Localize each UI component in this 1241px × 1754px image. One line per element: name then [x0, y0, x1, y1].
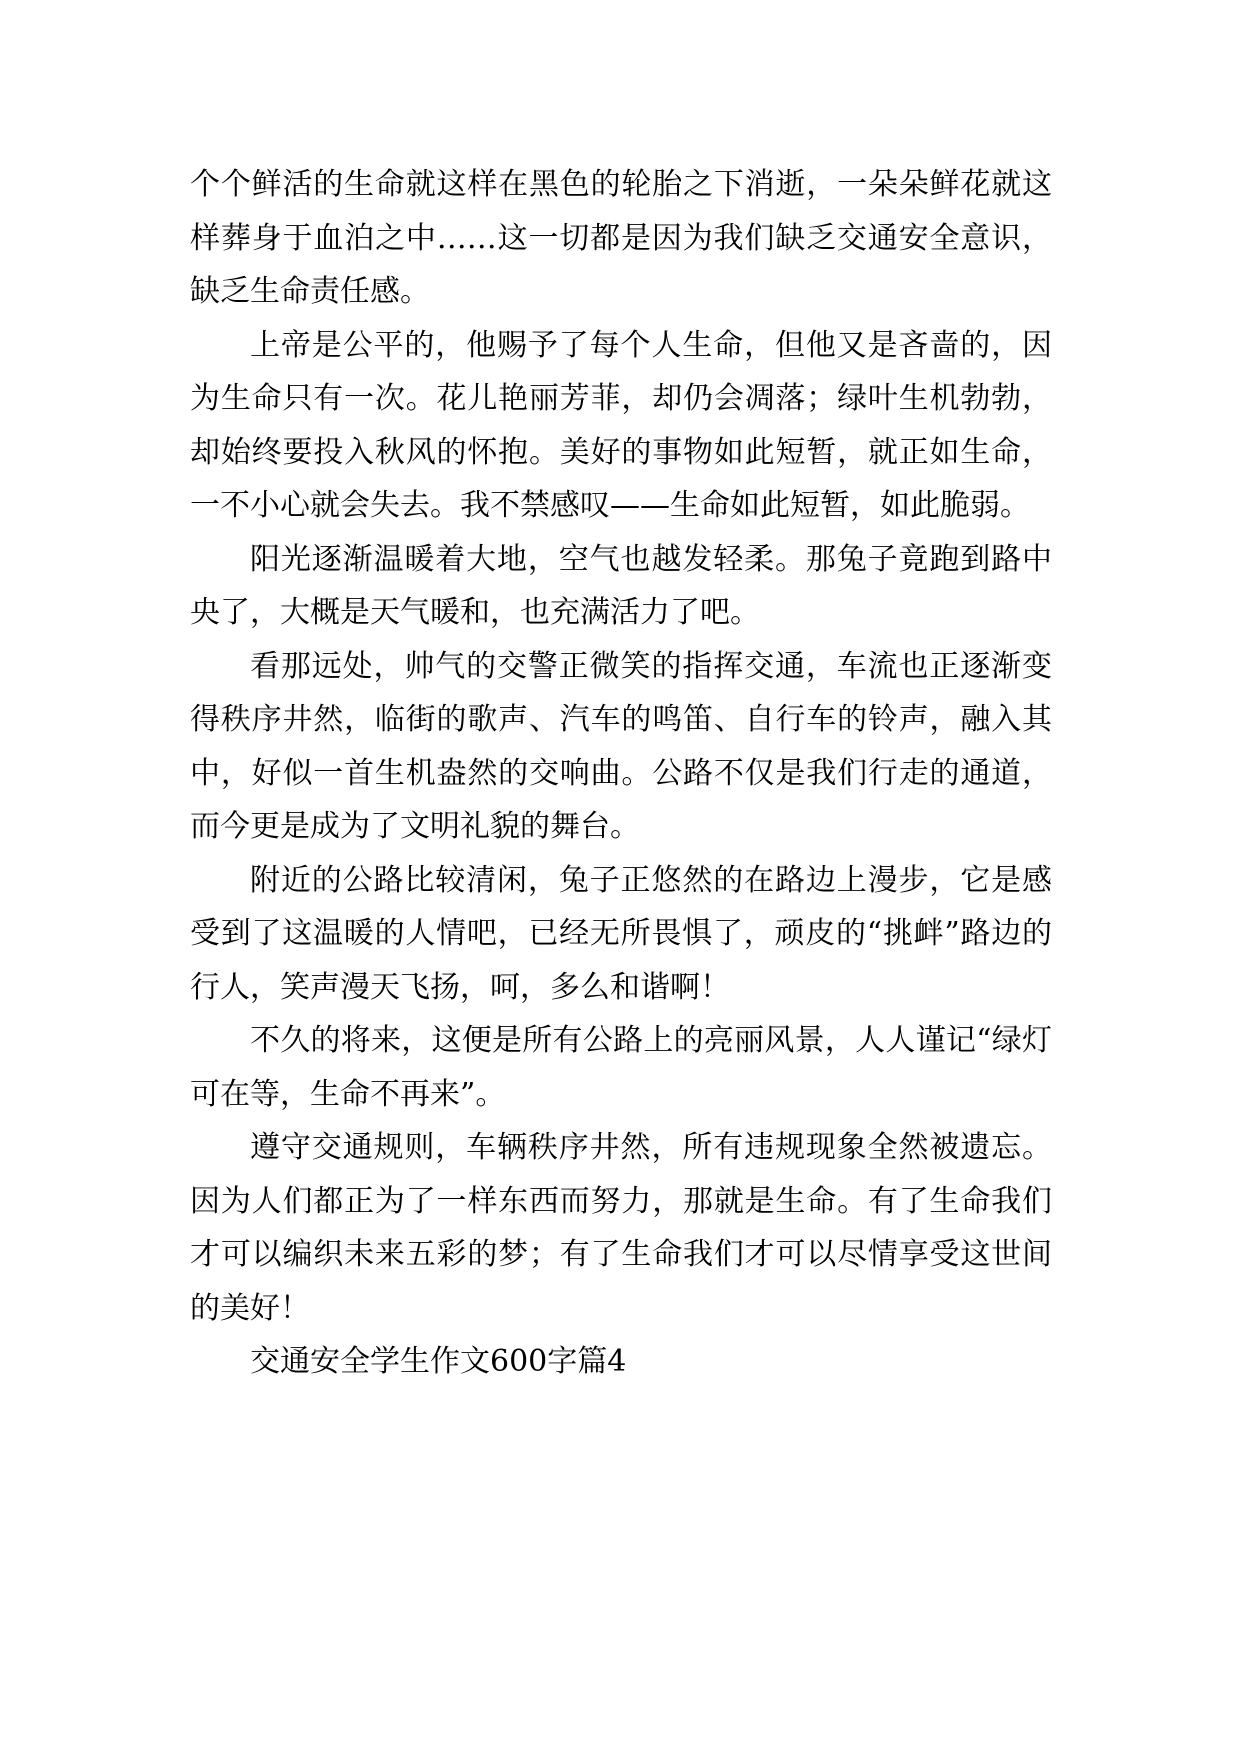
paragraph-sunshine: 阳光逐渐温暖着大地，空气也越发轻柔。那兔子竟跑到路中央了，大概是天气暖和，也充满活力了吧。	[190, 541, 1052, 630]
paragraph-god-fair: 上帝是公平的，他赐予了每个人生命，但他又是吝啬的，因为生命只有一次。花儿艳丽芳菲，却仍会凋落；绿叶生机勃勃，却始终要投入秋风的怀抱。美好的事物如此短暂，就正如生命，一不小心就会失去。我不禁感叹——生命如此短暂，如此脆弱。	[190, 327, 1052, 523]
paragraph-continuation: 个个鲜活的生命就这样在黑色的轮胎之下消逝，一朵朵鲜花就这样葬身于血泊之中……这一切都是因为我们缺乏交通安全意识，缺乏生命责任感。	[190, 167, 1052, 309]
document-body	[190, 158, 1052, 1389]
paragraph-nearby-road: 附近的公路比较清闲，兔子正悠然的在路边上漫步，它是感受到了这温暖的人情吧，已经无所畏惧了，顽皮的“挑衅”路边的行人，笑声漫天飞扬，呵，多么和谐啊！	[190, 862, 1052, 1005]
paragraph-traffic-police: 看那远处，帅气的交警正微笑的指挥交通，车流也正逐渐变得秩序井然，临街的歌声、汽车的鸣笛、自行车的铃声，融入其中，好似一首生机盎然的交响曲。公路不仅是我们行走的通道，而今更是成为了文明礼貌的舞台。	[190, 648, 1052, 844]
paragraph-future: 不久的将来，这便是所有公路上的亮丽风景，人人谨记“绿灯可在等，生命不再来”。	[190, 1023, 1052, 1112]
section-heading: 交通安全学生作文600字篇4	[250, 1344, 627, 1379]
paragraph-obey-rules: 遵守交通规则，车辆秩序井然，所有违规现象全然被遗忘。因为人们都正为了一样东西而努力，那就是生命。有了生命我们才可以编织未来五彩的梦；有了生命我们才可以尽情享受这世间的美好！	[190, 1130, 1052, 1326]
